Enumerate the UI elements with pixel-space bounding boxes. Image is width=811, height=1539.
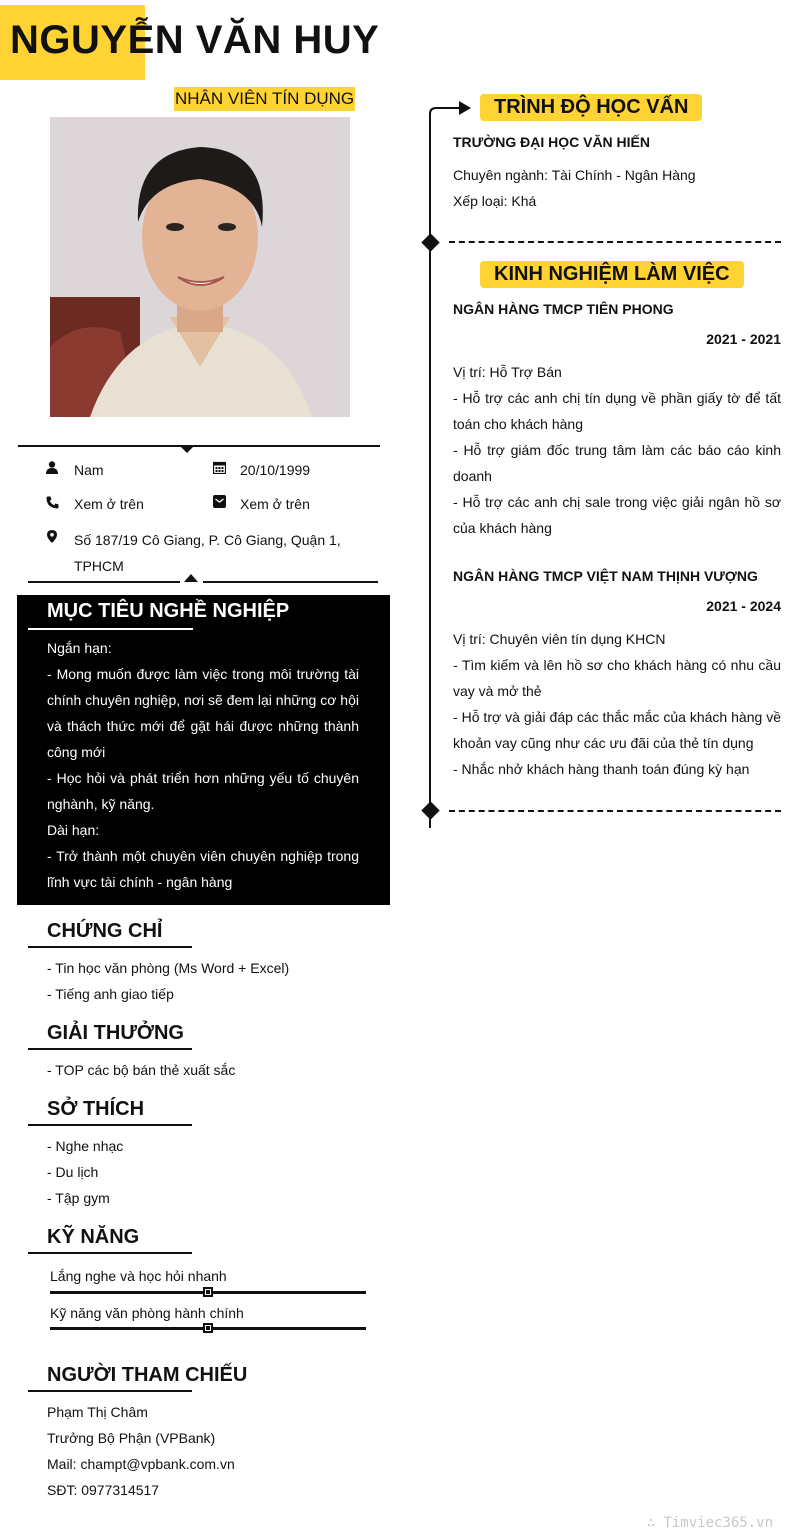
objective-line: - Học hỏi và phát triển hơn những yếu tố chuyên nghành, kỹ năng. xyxy=(47,770,359,812)
job-detail-line: - Tìm kiếm và lên hồ sơ cho khách hàng có nhu cầu vay và mở thẻ xyxy=(453,657,781,699)
objective-line: - Trở thành một chuyên viên chuyên nghiệp trong lĩnh vực tài chính - ngân hàng xyxy=(47,848,359,890)
map-marker-icon xyxy=(47,530,57,543)
user-icon xyxy=(46,461,58,474)
education-grade: Xếp loại: Khá xyxy=(453,193,537,209)
section-dashed-divider xyxy=(449,241,781,243)
hobbies-title: SỞ THÍCH xyxy=(47,1098,145,1120)
job-detail-line: - Nhắc nhở khách hàng thanh toán đúng kỳ hạn xyxy=(453,761,750,777)
company-name: NGÂN HÀNG TMCP TIÊN PHONG xyxy=(453,301,674,317)
calendar-icon xyxy=(213,461,226,474)
skill-level-marker xyxy=(203,1287,213,1297)
email-value: Xem ở trên xyxy=(240,496,310,512)
skill-level-marker xyxy=(203,1323,213,1333)
timeline-node xyxy=(421,233,439,251)
envelope-icon xyxy=(213,495,226,508)
objective-text xyxy=(47,635,359,895)
contact-bottom-divider-right xyxy=(203,581,378,583)
school-name: TRƯỜNG ĐẠI HỌC VĂN HIẾN xyxy=(453,134,651,150)
objective-title-underline xyxy=(28,628,193,630)
skill-label: Lắng nghe và học hỏi nhanh xyxy=(50,1268,227,1284)
award-item: - TOP các bộ bán thẻ xuất sắc xyxy=(47,1062,236,1078)
address-value: Số 187/19 Cô Giang, P. Cô Giang, Quận 1, TPHCM xyxy=(74,532,341,574)
education-title: TRÌNH ĐỘ HỌC VẤN xyxy=(480,94,702,121)
divider-pointer-up xyxy=(184,574,198,582)
references-list xyxy=(47,1399,235,1503)
objective-line: Ngắn hạn: xyxy=(47,640,112,656)
reference-line: SĐT: 0977314517 xyxy=(47,1482,160,1498)
company-name: NGÂN HÀNG TMCP VIỆT NAM THỊNH VƯỢNG xyxy=(453,568,758,584)
job-years: 2021 - 2024 xyxy=(706,598,781,614)
certificate-item: - Tin học văn phòng (Ms Word + Excel) xyxy=(47,960,290,976)
certificates-list xyxy=(47,955,289,1007)
reference-line: Phạm Thị Châm xyxy=(47,1404,148,1420)
job-detail-line: - Hỗ trợ và giải đáp các thắc mắc của khách hàng về khoản vay cũng như các ưu đãi của thẻ tín dụng xyxy=(453,709,781,751)
timeline-arrow-icon xyxy=(429,100,473,122)
phone-icon xyxy=(46,496,59,509)
job-details xyxy=(453,359,781,541)
divider-pointer-down xyxy=(180,446,194,454)
reference-line: Trưởng Bộ Phận (VPBank) xyxy=(47,1430,216,1446)
references-title: NGƯỜI THAM CHIẾU xyxy=(47,1364,248,1386)
certificate-item: - Tiếng anh giao tiếp xyxy=(47,986,174,1002)
timeline-node xyxy=(421,801,439,819)
contact-bottom-divider-left xyxy=(28,581,180,583)
job-details xyxy=(453,626,781,782)
certificates-title-underline xyxy=(28,946,192,948)
job-detail-line: - Hỗ trợ các anh chị tín dụng về phần giấy tờ để tất toán cho khách hàng xyxy=(453,390,781,432)
timeline-line xyxy=(429,118,431,828)
job-detail-line: - Hỗ trợ các anh chị sale trong việc giải ngân hồ sơ của khách hàng xyxy=(453,494,781,536)
job-detail-line: Vị trí: Chuyên viên tín dụng KHCN xyxy=(453,631,666,647)
hobby-item: - Tập gym xyxy=(47,1190,110,1206)
objective-title: MỤC TIÊU NGHỀ NGHIỆP xyxy=(47,600,290,622)
hobbies-title-underline xyxy=(28,1124,192,1126)
skills-title: KỸ NĂNG xyxy=(47,1226,140,1248)
job-detail-line: - Hỗ trợ giám đốc trung tâm làm các báo cáo kinh doanh xyxy=(453,442,781,484)
job-title: NHÂN VIÊN TÍN DỤNG xyxy=(174,87,355,111)
awards-title-underline xyxy=(28,1048,192,1050)
hobby-item: - Du lịch xyxy=(47,1164,99,1180)
gender-value: Nam xyxy=(74,462,104,478)
awards-list xyxy=(47,1057,235,1083)
candidate-name: NGUYỄN VĂN HUY xyxy=(10,18,380,62)
hobbies-list xyxy=(47,1133,123,1211)
job-years: 2021 - 2021 xyxy=(706,331,781,347)
hobby-item: - Nghe nhạc xyxy=(47,1138,124,1154)
experience-title: KINH NGHIỆM LÀM VIỆC xyxy=(480,261,744,288)
awards-title: GIẢI THƯỞNG xyxy=(47,1022,184,1044)
reference-line: Mail: champt@vpbank.com.vn xyxy=(47,1456,235,1472)
contact-top-divider xyxy=(18,445,380,447)
certificates-title: CHỨNG CHỈ xyxy=(47,920,163,942)
skill-label: Kỹ năng văn phòng hành chính xyxy=(50,1305,244,1321)
references-title-underline xyxy=(28,1390,192,1392)
job-detail-line: Vị trí: Hỗ Trợ Bán xyxy=(453,364,562,380)
skills-title-underline xyxy=(28,1252,192,1254)
birthday-value: 20/10/1999 xyxy=(240,462,311,478)
profile-photo xyxy=(50,117,350,417)
section-dashed-divider xyxy=(449,810,781,812)
phone-value: Xem ở trên xyxy=(74,496,144,512)
objective-line: Dài hạn: xyxy=(47,822,100,838)
objective-line: - Mong muốn được làm việc trong môi trường tài chính chuyên nghiệp, nơi sẽ đem lại những cơ hội và thách thức mới để gặt hái được những thành công mới xyxy=(47,666,359,760)
education-major: Chuyên ngành: Tài Chính - Ngân Hàng xyxy=(453,167,696,183)
site-watermark: ∴ Timviec365.vn xyxy=(646,1515,773,1531)
